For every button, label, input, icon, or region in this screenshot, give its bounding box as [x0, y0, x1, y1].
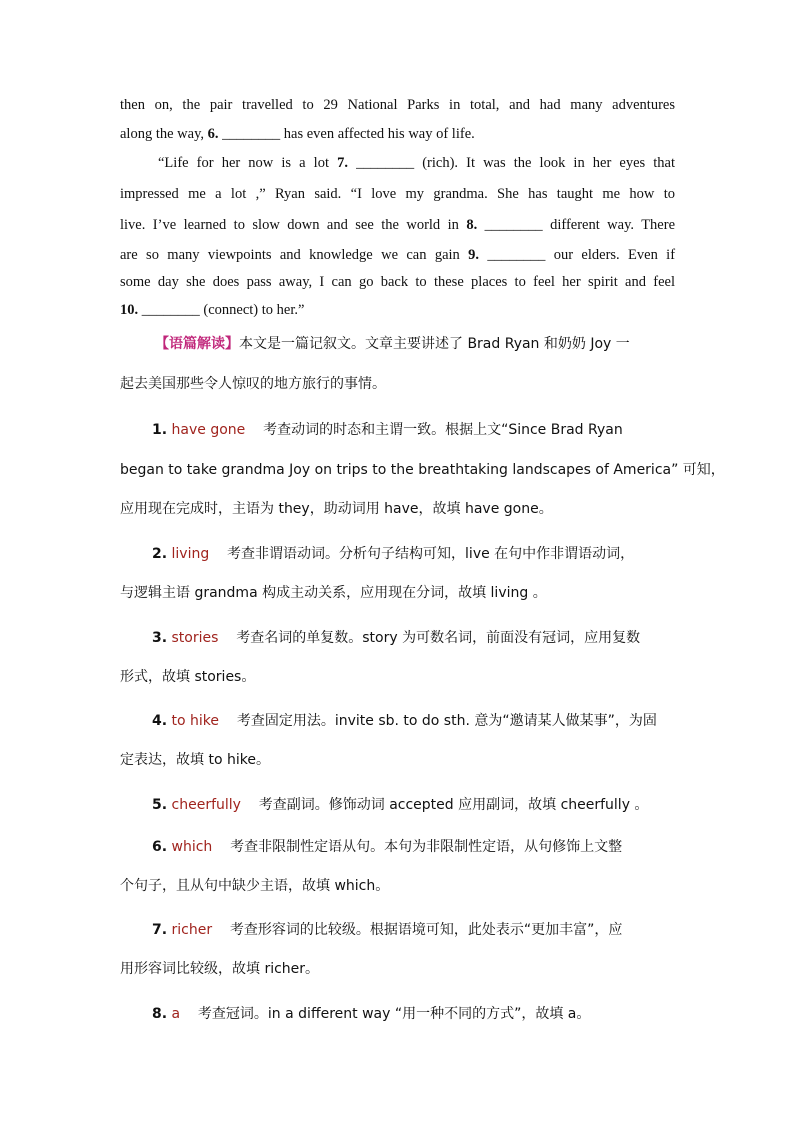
passage-line-6 [120, 247, 675, 264]
passage-text: different way. There [550, 217, 676, 233]
explanation-line: 考查动词的时态和主谓一致。根据上文“Since Brad Ryan [263, 422, 623, 438]
answer-number: 7. [152, 922, 168, 938]
passage-text: are so many viewpoints and knowledge we can gain [120, 247, 460, 263]
answer-text: stories [171, 630, 219, 646]
question-number-10: 10. [120, 302, 139, 318]
answer-2 [120, 543, 675, 602]
answer-number: 6. [152, 839, 168, 855]
reading-summary-line-2: 起去美国那些令人惊叹的地方旅行的事情。 [120, 376, 386, 392]
passage-line-2 [120, 126, 675, 143]
reading-label: 【语篇解读】 [155, 336, 239, 352]
explanation-line: 考查非谓语动词。分析句子结构可知，live 在句中作非谓语动词， [227, 546, 635, 562]
answer-4 [120, 710, 675, 769]
passage-text: live. I’ve learned to slow down and see the world in [120, 217, 459, 233]
answer-8 [120, 1003, 675, 1023]
passage-text: (rich). It was the look in her eyes that [422, 155, 676, 171]
explanation-line: 用形容词比较级，故填 richer。 [120, 961, 320, 977]
explanation-line: 与逻辑主语 grandma 构成主动关系，应用现在分词，故填 living 。 [120, 585, 547, 601]
explanation-line: 考查冠词。in a different way “用一种不同的方式”，故填 a。 [197, 1006, 591, 1022]
explanation-line: 考查非限制性定语从句。本句为非限制性定语，从句修饰上文整 [230, 839, 623, 855]
answer-text: richer [171, 922, 213, 938]
answer-number: 3. [152, 630, 168, 646]
passage-line-7: some day she does pass away, I can go back to these places to feel her spirit and feel [120, 274, 675, 290]
explanation-line: 考查副词。修饰动词 accepted 应用副词，故填 cheerfully 。 [258, 797, 649, 813]
explanation-line: 个句子，且从句中缺少主语，故填 which。 [120, 878, 390, 894]
answer-text: a [171, 1006, 181, 1022]
answer-1 [120, 419, 725, 518]
explanation-line: 形式，故填 stories。 [120, 669, 256, 685]
question-number-7: 7. [337, 155, 348, 171]
blank-9: ________ [487, 247, 546, 263]
answer-number: 2. [152, 546, 168, 562]
answer-text: which [171, 839, 213, 855]
explanation-line: 考查固定用法。invite sb. to do sth. 意为“邀请某人做某事”，为固 [236, 713, 657, 729]
answer-number: 8. [152, 1006, 168, 1022]
explanation-line: 考查名词的单复数。story 为可数名词，前面没有冠词，应用复数 [236, 630, 641, 646]
passage-line-3 [158, 155, 675, 172]
passage-text: along the way, [120, 126, 205, 142]
explanation-line: began to take grandma Joy on trips to the breathtaking landscapes of America” 可知， [120, 462, 725, 478]
answer-text: cheerfully [171, 797, 241, 813]
answer-text: living [171, 546, 210, 562]
blank-10: ________ [141, 302, 200, 318]
explanation-line: 定表达，故填 to hike。 [120, 752, 270, 768]
reading-text: 本文是一篇记叙文。文章主要讲述了 Brad Ryan 和奶奶 Joy 一 [239, 336, 630, 352]
answer-text: have gone [171, 422, 246, 438]
blank-7: ________ [356, 155, 415, 171]
passage-line-5 [120, 217, 675, 234]
passage-text: (connect) to her.” [203, 302, 305, 318]
passage-text: “Life for her now is a lot [158, 155, 329, 171]
answer-number: 5. [152, 797, 168, 813]
question-number-9: 9. [468, 247, 480, 263]
answer-number: 1. [152, 422, 168, 438]
answer-number: 4. [152, 713, 168, 729]
passage-line-8 [120, 302, 675, 319]
passage-text: our elders. Even if [553, 247, 676, 263]
answer-7 [120, 919, 675, 978]
explanation-line: 应用现在完成时，主语为 they，助动词用 have，故填 have gone。 [120, 501, 553, 517]
passage-text: has even affected his way of life. [283, 126, 475, 142]
answer-6 [120, 836, 675, 895]
blank-8: ________ [484, 217, 543, 233]
passage-line-1: then on, the pair travelled to 29 National Parks in total, and had many adventures [120, 97, 675, 113]
answer-5 [120, 794, 675, 814]
passage-line-4: impressed me a lot ,” Ryan said. “I love my grandma. She has taught me how to [120, 186, 675, 202]
blank-6: ________ [222, 126, 281, 142]
explanation-line: 考查形容词的比较级。根据语境可知，此处表示“更加丰富”，应 [229, 922, 623, 938]
question-number-8: 8. [466, 217, 478, 233]
answer-3 [120, 627, 675, 686]
question-number-6: 6. [207, 126, 219, 142]
answer-text: to hike [171, 713, 220, 729]
reading-summary-line-1 [155, 333, 675, 353]
